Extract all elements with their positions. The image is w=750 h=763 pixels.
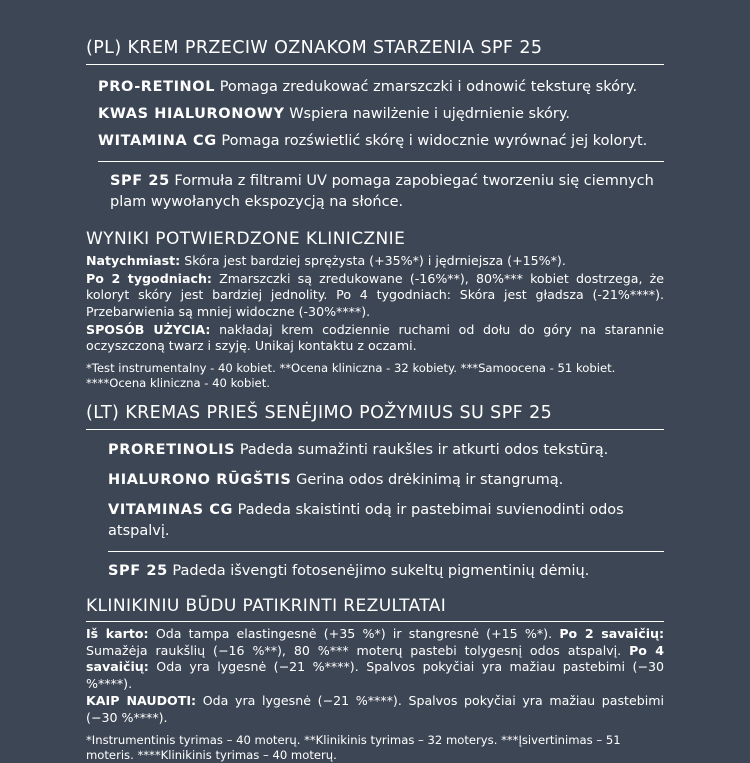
results-label: Po 2 tygodniach: — [86, 270, 212, 286]
lt-results-body — [86, 626, 664, 727]
results-line — [86, 626, 664, 692]
list-item — [98, 104, 664, 125]
lt-claims-list — [108, 440, 664, 552]
results-label: Po 4 savaičių: — [86, 642, 664, 675]
list-item — [108, 440, 664, 461]
results-label: KAIP NAUDOTI: — [86, 693, 197, 709]
claim-description: Formuła z filtrami UV pomaga zapobiegać tworzeniu się ciemnych plam wywołanych ekspozycją na słońce. — [110, 173, 654, 211]
pl-footnote: *Test instrumentalny - 40 kobiet. **Ocena kliniczna - 32 kobiety. ***Samoocena - 51 kobiet. ****Ocena kliniczna - 40 kobiet. — [86, 360, 616, 390]
divider — [108, 551, 664, 552]
pl-spf-claim — [110, 171, 664, 213]
lt-section-title: (LT) KREMAS PRIEŠ SENĖJIMO POŽYMIUS SU SPF 25 — [86, 403, 664, 430]
results-text: nakładaj krem codziennie ruchami od dołu do góry na starannie oczyszczoną twarz i szyję. Unikaj kontaktu z oczami. — [86, 321, 664, 354]
results-text: Sumažėja raukšlių (−16 %**), 80 %*** moterų pastebi tolygesnį odos atspalvį. — [86, 642, 630, 658]
results-text: Oda yra lygesnė (−21 %****). Spalvos pokyčiai yra mažiau pastebimi (−30 %****). — [86, 659, 664, 691]
claim-description: Pomaga rozświetlić skórę i widocznie wyrównać jej koloryt. — [221, 133, 648, 150]
results-label: Po 2 savaičių: — [559, 625, 665, 641]
results-label: Iš karto: — [86, 625, 149, 641]
results-line — [86, 253, 664, 270]
lt-results-title: KLINIKINIU BŪDU PATIKRINTI REZULTATAI — [86, 596, 664, 622]
claim-description: Gerina odos drėkinimą ir stangrumą. — [296, 471, 564, 488]
claim-ingredient: PRORETINOLIS — [108, 441, 236, 458]
claim-description: Padeda sumažinti raukšles ir atkurti odos tekstūrą. — [239, 441, 609, 458]
results-label: Natychmiast: — [86, 253, 181, 269]
claim-ingredient: SPF 25 — [110, 173, 170, 190]
results-label: SPOSÓB UŻYCIA: — [86, 321, 211, 337]
lt-footnote: *Instrumentinis tyrimas – 40 moterų. **Klinikinis tyrimas – 32 moterys. ***Įsivertinimas – 51 moteris. ****Klinikinis tyrimas – 40 moterų. — [86, 732, 621, 762]
results-line — [86, 322, 664, 355]
claim-description: Wspiera nawilżenie i ujędrnienie skóry. — [289, 106, 570, 123]
results-text: Oda yra lygesnė (−21 %****). Spalvos pokyčiai yra mažiau pastebimi (−30 %****). — [86, 693, 664, 725]
pl-results-title: WYNIKI POTWIERDZONE KLINICZNIE — [86, 229, 406, 250]
pl-section-title: (PL) KREM PRZECIW OZNAKOM STARZENIA SPF 25 — [86, 38, 664, 65]
claim-ingredient: SPF 25 — [108, 562, 168, 579]
claim-ingredient: WITAMINA CG — [98, 133, 217, 150]
results-text: Zmarszczki są zredukowane (-16%**), 80%*** kobiet dostrzega, że koloryt skóry jest bardziej jednolity. Po 4 tygodniach: Skóra jest gładsza (-21%****). Przebarwienia są mniej widoczne (-30%****). — [86, 270, 664, 319]
claim-description: Padeda skaistinti odą ir pastebimai suvienodinti odos atspalvį. — [108, 501, 624, 539]
section-polish — [86, 38, 664, 391]
divider — [98, 161, 664, 162]
section-lithuanian — [86, 403, 664, 763]
list-item — [98, 77, 664, 98]
claim-description: Padeda išvengti fotosenėjimo sukeltų pigmentinių dėmių. — [172, 562, 590, 579]
claim-ingredient: KWAS HIALURONOWY — [98, 106, 285, 123]
claim-ingredient: HIALURONO RŪGŠTIS — [108, 471, 292, 488]
list-item — [108, 500, 664, 542]
lt-spf-claim — [108, 561, 664, 582]
claim-ingredient: VITAMINAS CG — [108, 501, 234, 518]
list-item — [108, 470, 664, 491]
list-item — [98, 131, 664, 152]
results-line — [86, 271, 664, 321]
results-text: Skóra jest bardziej sprężysta (+35%*) i jędrniejsza (+15%*). — [180, 253, 566, 269]
claim-ingredient: PRO-RETINOL — [98, 79, 216, 95]
pl-results-body — [86, 253, 664, 355]
results-text: Oda tampa elastingesnė (+35 %*) ir stangresnė (+15 %*). — [148, 625, 560, 641]
claim-description: Pomaga zredukować zmarszczki i odnowić teksturę skóry. — [219, 79, 638, 95]
results-line — [86, 693, 664, 726]
pl-claims-list — [98, 77, 664, 213]
